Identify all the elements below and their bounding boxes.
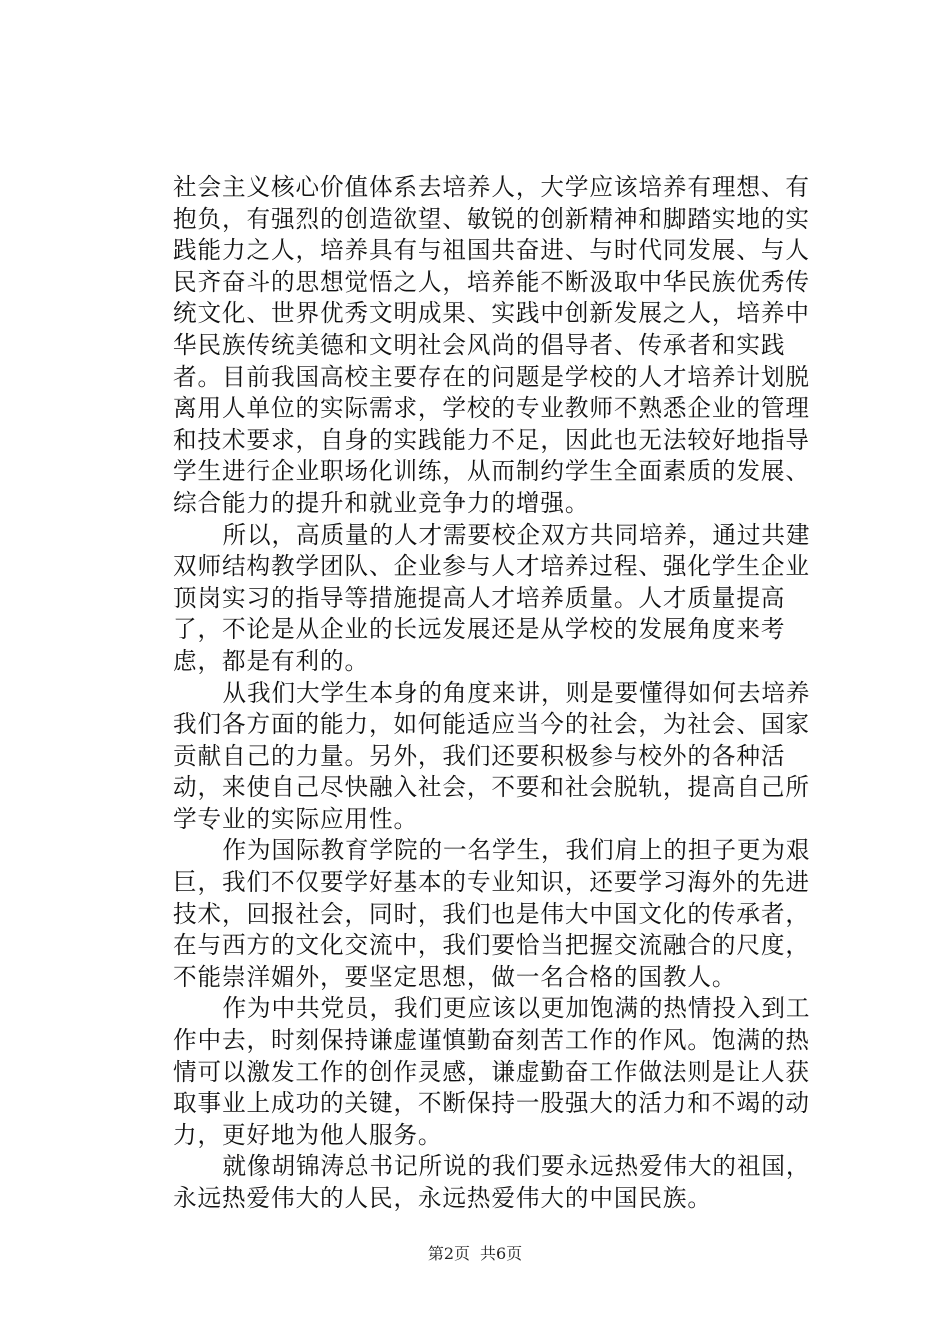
page-footer <box>0 1244 950 1264</box>
paragraph-2: 所以，高质量的人才需要校企双方共同培养，通过共建双师结构教学团队、企业参与人才培养过程、强化学生企业顶岗实习的指导等措施提高人才培养质量。人才质量提高了，不论是从企业的长远发展还是从学校的发展角度来考虑，都是有利的。 <box>173 520 811 675</box>
page-number-current: 第2页 <box>427 1244 470 1263</box>
paragraph-1: 社会主义核心价值体系去培养人，大学应该培养有理想、有抱负，有强烈的创造欲望、敏锐的创新精神和脚踏实地的实践能力之人，培养具有与祖国共奋进、与时代同发展、与人民齐奋斗的思想觉悟之人，培养能不断汲取中华民族优秀传统文化、世界优秀文明成果、实践中创新发展之人，培养中华民族传统美德和文明社会风尚的倡导者、传承者和实践者。目前我国高校主要存在的问题是学校的人才培养计划脱离用人单位的实际需求，学校的专业教师不熟悉企业的管理和技术要求，自身的实践能力不足，因此也无法较好地指导学生进行企业职场化训练，从而制约学生全面素质的发展、综合能力的提升和就业竞争力的增强。 <box>173 173 810 517</box>
paragraph-5: 作为中共党员，我们更应该以更加饱满的热情投入到工作中去，时刻保持谦虚谨慎勤奋刻苦工作的作风。饱满的热情可以激发工作的创作灵感，谦虚勤奋工作做法则是让人获取事业上成功的关键，不断保持一股强大的活力和不竭的动力，更好地为他人服务。 <box>173 994 811 1149</box>
page-number-total: 共6页 <box>480 1244 523 1263</box>
paragraph-6: 就像胡锦涛总书记所说的我们要永远热爱伟大的祖国，永远热爱伟大的人民，永远热爱伟大的中国民族。 <box>173 1152 811 1212</box>
paragraph-4: 作为国际教育学院的一名学生，我们肩上的担子更为艰巨，我们不仅要学好基本的专业知识，还要学习海外的先进技术，回报社会，同时，我们也是伟大中国文化的传承者，在与西方的文化交流中，我们要恰当把握交流融合的尺度，不能崇洋媚外，要坚定思想，做一名合格的国教人。 <box>173 836 811 991</box>
paragraph-3: 从我们大学生本身的角度来讲，则是要懂得如何去培养我们各方面的能力，如何能适应当今的社会，为社会、国家贡献自己的力量。另外，我们还要积极参与校外的各种活动，来使自己尽快融入社会，不要和社会脱轨，提高自己所学专业的实际应用性。 <box>173 678 811 833</box>
document-body <box>173 172 833 1215</box>
